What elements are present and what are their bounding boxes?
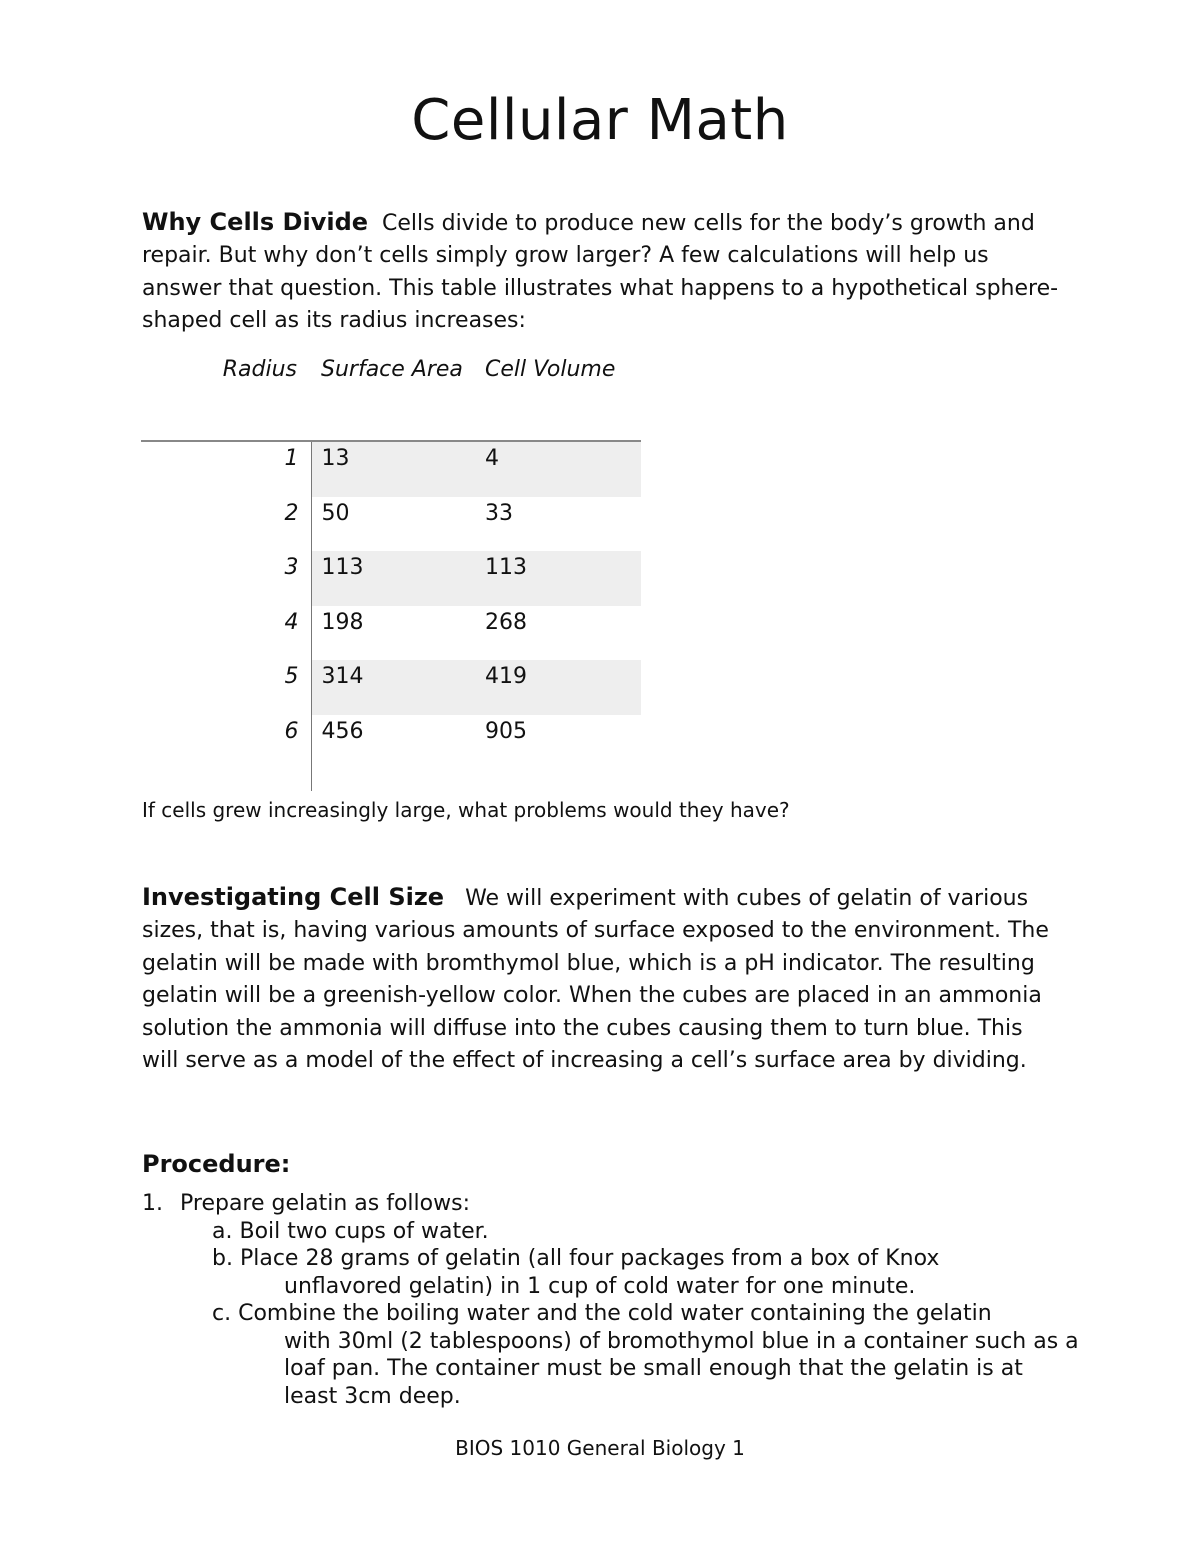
- step-number: 1.: [142, 1191, 163, 1216]
- volume-cell: 268: [485, 609, 527, 635]
- surface-area-cell: 314: [311, 660, 475, 715]
- procedure-heading: Procedure:: [142, 1150, 291, 1178]
- header-surface-area: Surface Area: [321, 357, 463, 382]
- table-row: [141, 715, 641, 770]
- surface-area-cell: 113: [311, 551, 475, 606]
- radius-cell: 2: [141, 497, 311, 552]
- surface-area-cell: 456: [321, 718, 364, 744]
- step-text: Prepare gelatin as follows:: [180, 1191, 470, 1216]
- substep-continuation: with 30ml (2 tablespoons) of bromothymol blue in a container such as a loaf pan. The container must be small enough that the gelatin is at least 3cm deep.: [284, 1328, 1079, 1409]
- table-row: [141, 497, 641, 552]
- radius-cell: 3: [141, 551, 311, 606]
- volume-cell: 4: [475, 441, 641, 497]
- radius-cell: 1: [141, 441, 311, 497]
- investigating-paragraph: [142, 881, 1062, 1077]
- volume-cell: 419: [475, 660, 641, 715]
- surface-area-cell: 13: [311, 441, 475, 497]
- why-cells-divide-heading: Why Cells Divide: [142, 208, 369, 236]
- page-footer: BIOS 1010 General Biology 1: [455, 1436, 745, 1460]
- substep-label: c.: [212, 1301, 232, 1326]
- substep-text: Place 28 grams of gelatin (all four packages from a box of Knox: [239, 1246, 940, 1271]
- radius-area-volume-table: [141, 352, 641, 791]
- table-row: [141, 660, 641, 715]
- table-row: [141, 551, 641, 606]
- procedure-list: [142, 1190, 1082, 1410]
- substep-c: [212, 1300, 1082, 1410]
- investigating-heading: Investigating Cell Size: [142, 883, 445, 911]
- volume-cell: 33: [485, 500, 513, 526]
- procedure-substeps: [142, 1218, 1082, 1411]
- header-radius: Radius: [222, 357, 297, 382]
- substep-label: a.: [212, 1218, 233, 1244]
- surface-area-cell: 198: [321, 609, 364, 635]
- why-cells-divide-paragraph: [142, 206, 1062, 338]
- substep-b: [212, 1245, 1082, 1300]
- volume-cell: 113: [475, 551, 641, 606]
- substep-text: Boil two cups of water.: [239, 1218, 489, 1244]
- table-row: [141, 606, 641, 661]
- why-cells-divide-body: Cells divide to produce new cells for the body’s growth and repair. But why don’t cells simply grow larger? A few calculations will help us answer that question. This table illustrates what happens to a hypothetical sphere-shaped cell as its radius increases:: [142, 211, 1059, 334]
- header-cell-volume: Cell Volume: [485, 357, 616, 382]
- procedure-step-line: [142, 1190, 1082, 1218]
- volume-cell: 905: [485, 718, 527, 744]
- page-title: Cellular Math: [411, 88, 789, 153]
- investigating-body: We will experiment with cubes of gelatin of various sizes, that is, having various amounts of surface exposed to the environment. The gelatin will be made with bromthymol blue, which is a pH indicator. The resulting gelatin will be a greenish-yellow color. When the cubes are placed in an ammonia solution the ammonia will diffuse into the cubes causing them to turn blue. This will serve as a model of the effect of increasing a cell’s surface area by dividing.: [142, 886, 1049, 1074]
- table-header-row: [141, 352, 641, 441]
- table-tail-cell: [141, 769, 311, 791]
- table-tail-cell: [311, 769, 475, 791]
- procedure-step: [142, 1190, 1082, 1410]
- surface-area-cell: 50: [321, 500, 350, 526]
- substep-a: [212, 1218, 1082, 1246]
- table-row: [141, 441, 641, 497]
- substep-continuation: unflavored gelatin) in 1 cup of cold water for one minute.: [284, 1273, 916, 1299]
- cell-size-question: If cells grew increasingly large, what problems would they have?: [142, 798, 790, 822]
- table-tail-cell: [475, 769, 641, 791]
- table-tail-row: [141, 769, 641, 791]
- radius-cell: 6: [141, 715, 311, 770]
- radius-cell: 4: [141, 606, 311, 661]
- substep-label: b.: [212, 1246, 233, 1271]
- radius-cell: 5: [141, 660, 311, 715]
- substep-text: Combine the boiling water and the cold water containing the gelatin: [238, 1301, 992, 1326]
